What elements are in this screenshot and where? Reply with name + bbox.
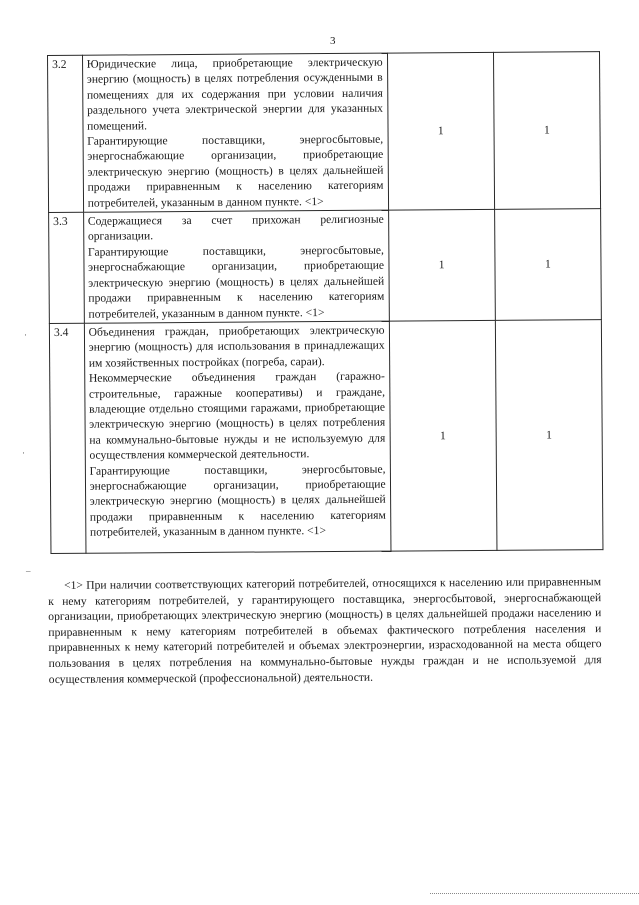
row-paragraph: Некоммерческие объединения граждан (гаражно-строительные, гаражные кооперативы) и граждане, владеющие отдельно стоящими гаражами, приобретающие электрическую энергию (мощность) в целях потребления на коммунально-бытовые нужды и не используемую для осуществления коммерческой деятельности.: [88, 369, 386, 462]
row-description: [84, 321, 391, 553]
row-number: 3.4: [49, 323, 85, 553]
row-value-1: 1: [389, 320, 497, 551]
row-description: [82, 53, 388, 212]
row-paragraph: Объединения граждан, приобретающих электрическую энергию (мощность) для использования в принадлежащих им хозяйственных постройках (погреба, сараи).: [88, 323, 385, 370]
table-row: [49, 320, 603, 554]
row-paragraph: Гарантирующие поставщики, энергосбытовые, энергоснабжающие организации, приобретающие электрическую энергию (мощность) в целях дальнейшей продажи приравненным к населению категориям потребителей, указанным в данном пункте. <1>: [89, 462, 386, 539]
tariff-table: [47, 51, 603, 554]
scan-mark: –: [26, 566, 31, 576]
row-value-2: 1: [494, 209, 601, 321]
row-number: 3.2: [48, 55, 84, 212]
scan-edge-line: [430, 893, 639, 894]
row-paragraph: Юридические лица, приобретающие электрическую энергию (мощность) в целях потребления осужденными в помещениях для их содержания при условии наличия раздельного учета электрической энергии для указанных помещений.: [86, 55, 384, 133]
page-number: 3: [330, 35, 336, 47]
row-paragraph: Гарантирующие поставщики, энергосбытовые, энергоснабжающие организации, приобретающие электрическую энергию (мощность) в целях дальнейшей продажи приравненным к населению категориям потребителей, указанным в данном пункте. <1>: [87, 132, 384, 210]
row-paragraph: Содержащиеся за счет прихожан религиозные организации.: [87, 212, 384, 244]
scan-mark: ·: [24, 330, 27, 340]
row-description: [83, 210, 389, 323]
row-number: 3.3: [49, 212, 84, 323]
row-value-1: 1: [387, 52, 494, 210]
table-row: [49, 209, 602, 324]
scan-mark: ·: [22, 448, 25, 458]
row-value-2: 1: [495, 320, 603, 551]
table-row: [48, 52, 601, 213]
row-value-1: 1: [388, 209, 495, 321]
row-value-2: 1: [493, 52, 600, 210]
footnote: <1> При наличии соответствующих категорий потребителей, относящихся к населению или приравненным к нему категориям потребителей, у гарантирующего поставщика, энергосбытовой, энергоснабжающей организации, приобретающих электрическую энергию (мощность) в целях дальнейшей продажи населению и приравненным к нему категориям потребителей в объемах фактического потребления населения и приравненных к нему категорий потребителей и объемах электроэнергии, израсходованной на места общего пользования в целях потребления на коммунально-бытовые нужды граждан и не используемой для осуществления коммерческой (профессиональной) деятельности.: [48, 574, 602, 686]
row-paragraph: Гарантирующие поставщики, энергосбытовые, энергоснабжающие организации, приобретающие электрическую энергию (мощность) в целях дальнейшей продажи приравненным к населению категориям потребителей, указанным в данном пункте. <1>: [87, 243, 385, 321]
